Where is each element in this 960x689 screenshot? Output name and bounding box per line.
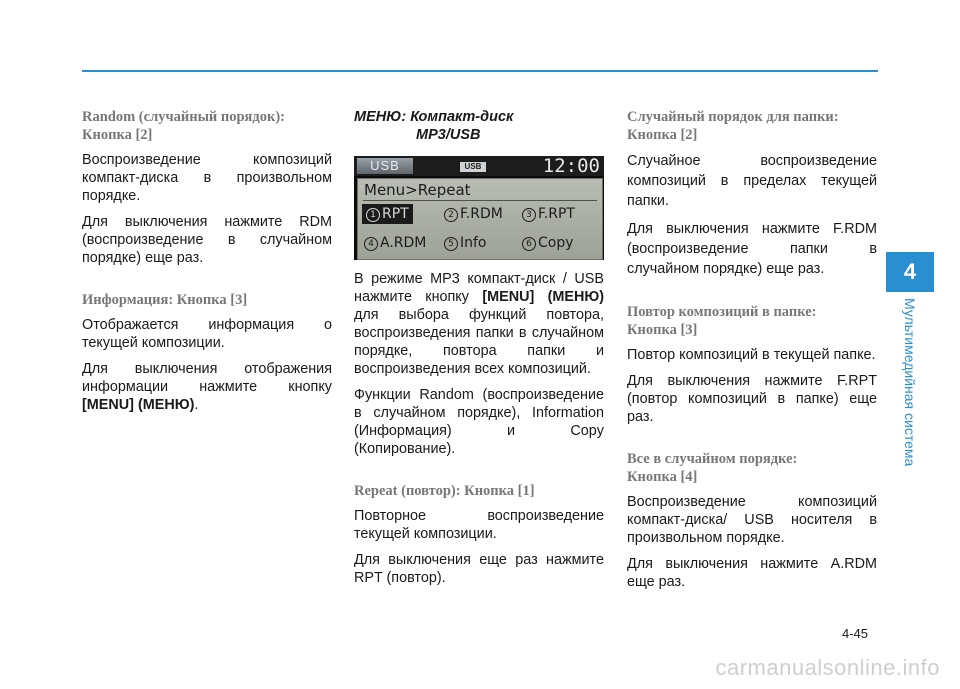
random-desc: Воспроизведение композиций компакт-диска в произвольном порядке. xyxy=(82,152,332,204)
display-item-2: 2 F.RDM xyxy=(444,204,503,224)
info-off xyxy=(82,360,332,414)
ardm-heading-line1: Все в случайном порядке: xyxy=(627,451,798,467)
random-heading xyxy=(82,108,332,144)
menu-desc-a: В режиме MP3 компакт-диск / USB нажмите кнопку xyxy=(354,271,604,305)
display-item-5: 5 Info xyxy=(444,233,487,253)
frpt-off: Для выключения нажмите F.RPT (повтор композиций в папке) еще раз. xyxy=(627,373,877,425)
random-heading-line2: Кнопка [2] xyxy=(82,127,153,143)
menu-title-line2: MP3/USB xyxy=(416,127,481,143)
info-off-text: Для выключения отображения информации нажмите кнопку xyxy=(82,361,332,395)
frdm-desc: Случайное воспроизведение композиций в пределах текущей папки. xyxy=(627,153,877,209)
ardm-heading-line2: Кнопка [4] xyxy=(627,469,698,485)
menu-desc-button: [MENU] (МЕНЮ) xyxy=(482,289,605,305)
frpt-heading-line2: Кнопка [3] xyxy=(627,322,698,338)
display-item-4: 4 A.RDM xyxy=(364,233,426,253)
frpt-desc: Повтор композиций в текущей папке. xyxy=(627,347,876,363)
display-source-tab: USB xyxy=(357,158,413,174)
display-menu-title: Menu>Repeat xyxy=(364,181,471,199)
frdm-heading xyxy=(627,108,877,144)
random-off: Для выключения нажмите RDM (воспроизведение в случайном порядке) еще раз. xyxy=(82,214,332,266)
column-middle xyxy=(354,108,604,595)
menu-title xyxy=(354,108,604,144)
ardm-heading xyxy=(627,450,877,486)
chapter-title-text: Мультимедийная система xyxy=(902,298,918,467)
display-item-3: 3 F.RPT xyxy=(522,204,575,224)
repeat-desc: Повторное воспроизведение текущей композиции. xyxy=(354,508,604,542)
frdm-heading-line1: Случайный порядок для папки: xyxy=(627,109,839,125)
info-off-end: . xyxy=(194,397,199,413)
display-menu-panel xyxy=(357,178,603,260)
column-left xyxy=(82,108,332,422)
menu-title-line1: МЕНЮ: Компакт-диск xyxy=(354,109,514,125)
page-number: 4-45 xyxy=(842,626,869,641)
menu-desc-b: для выбора функций повтора, воспроизведения папки в случайном порядке, повтора папки и воспроизведения всех композиций. xyxy=(354,307,604,377)
top-rule xyxy=(82,70,878,72)
repeat-off: Для выключения еще раз нажмите RPT (повтор). xyxy=(354,552,604,586)
frpt-heading xyxy=(627,303,877,339)
random-heading-line1: Random (случайный порядок): xyxy=(82,109,285,125)
ardm-off: Для выключения нажмите A.RDM еще раз. xyxy=(627,556,877,590)
column-right xyxy=(627,108,877,599)
display-clock: 12:00 xyxy=(542,156,600,177)
frdm-off: Для выключения нажмите F.RDM (воспроизведение папки в случайном порядке) еще раз. xyxy=(627,221,877,277)
display-item-6: 6 Copy xyxy=(522,233,574,253)
menu-button-ref: [MENU] (МЕНЮ) xyxy=(82,397,195,413)
repeat-heading: Repeat (повтор): Кнопка [1] xyxy=(354,483,535,499)
info-desc: Отображается информация о текущей композиции. xyxy=(82,317,332,351)
display-usb-badge: USB xyxy=(460,162,486,172)
display-menu-divider xyxy=(363,200,597,201)
display-item-1: 1 RPT xyxy=(362,204,413,224)
frpt-heading-line1: Повтор композиций в папке: xyxy=(627,304,817,320)
chapter-number-tab: 4 xyxy=(886,252,934,292)
watermark: carmanualsonline.info xyxy=(715,655,940,680)
ardm-desc: Воспроизведение композиций компакт-диска/ USB носителя в произвольном порядке. xyxy=(627,494,877,546)
info-heading: Информация: Кнопка [3] xyxy=(82,292,248,308)
menu-desc xyxy=(354,270,604,378)
functions-desc: Функции Random (воспроизведение в случайном порядке), Information (Информация) и Copy (Копирование). xyxy=(354,387,604,457)
display-screenshot xyxy=(354,156,604,260)
frdm-heading-line2: Кнопка [2] xyxy=(627,127,698,143)
